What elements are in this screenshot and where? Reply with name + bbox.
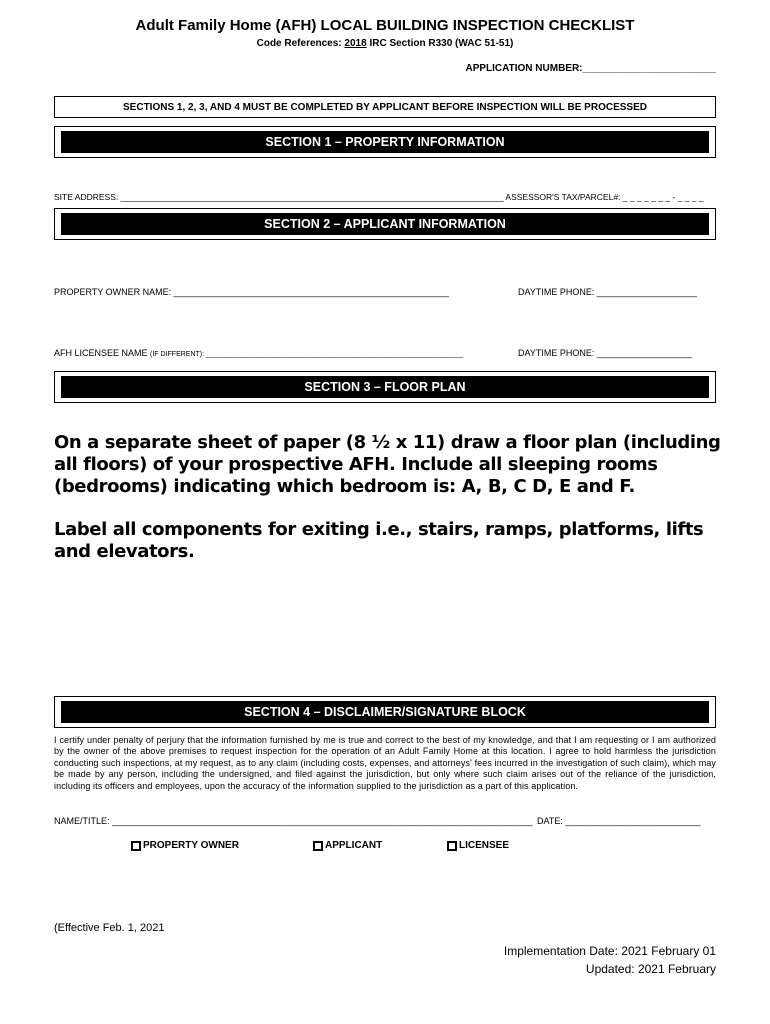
licensee-option-label: LICENSEE	[459, 840, 510, 851]
property-owner-label: PROPERTY OWNER	[143, 840, 239, 851]
floor-plan-instruction: On a separate sheet of paper (8 ½ x 11) draw a floor plan (including all floors) of your prospective AFH. Include all sleeping rooms (bedrooms) indicating which bedroom is: A, B, C D, E and F.	[54, 432, 721, 497]
applicant-option[interactable]	[313, 840, 382, 851]
code-prefix: Code References:	[256, 38, 345, 49]
code-suffix: IRC Section R330 (WAC 51-51)	[366, 38, 514, 49]
section1-title: SECTION 1 – PROPERTY INFORMATION	[61, 131, 709, 153]
licensee-checkbox[interactable]	[447, 841, 457, 851]
implementation-date: Implementation Date: 2021 February 01	[503, 944, 716, 958]
section1-header	[54, 126, 716, 158]
licensee-name-field[interactable]	[54, 348, 463, 358]
owner-name-field[interactable]: PROPERTY OWNER NAME: _______________________________________________________	[54, 287, 449, 297]
certification-text: I certify under penalty of perjury that the information furnished by me is true and correct to the best of my knowledge, and that I am requesting or I am authorized by the owner of the above premises to request inspection for the operation of an Adult Family Home at this location. I agree to hold harmless the jurisdiction conducting such inspections, at my request, as to any claim (including costs, expenses, and attorneys' fees incurred in the investigation of such claim), which may be made by any person, including the undersigned, and filed against the jurisdiction, but only where such claim arises out of the reliance of the jurisdiction, including its officers and employees, upon the accuracy of the information supplied to the jurisdiction as a part of this application.	[54, 735, 716, 791]
effective-date: (Effective Feb. 1, 2021	[54, 922, 165, 934]
section4-title: SECTION 4 – DISCLAIMER/SIGNATURE BLOCK	[61, 701, 709, 723]
licensee-option[interactable]	[447, 840, 509, 851]
code-references	[0, 38, 770, 49]
licensee-phone-field[interactable]: DAYTIME PHONE: ___________________	[518, 348, 692, 358]
owner-phone-field[interactable]: DAYTIME PHONE: ____________________	[518, 287, 697, 297]
licensee-if-different: (IF DIFFERENT):	[150, 351, 205, 358]
applicant-label: APPLICANT	[325, 840, 383, 851]
section3-header	[54, 371, 716, 403]
section3-title: SECTION 3 – FLOOR PLAN	[61, 376, 709, 398]
updated-date: Updated: 2021 February	[585, 962, 716, 976]
licensee-line: __________________________________________________________________	[204, 351, 463, 358]
date-field[interactable]: DATE: ___________________________	[537, 816, 701, 826]
application-number-field[interactable]: APPLICATION NUMBER:________________________	[465, 63, 716, 74]
section4-header	[54, 696, 716, 728]
section2-header	[54, 208, 716, 240]
property-owner-checkbox[interactable]	[131, 841, 141, 851]
applicant-checkbox[interactable]	[313, 841, 323, 851]
code-year: 2018	[344, 38, 367, 49]
property-owner-option[interactable]	[131, 840, 239, 851]
section2-title: SECTION 2 – APPLICANT INFORMATION	[61, 213, 709, 235]
form-title: Adult Family Home (AFH) LOCAL BUILDING INSPECTION CHECKLIST	[135, 17, 635, 34]
exiting-instruction: Label all components for exiting i.e., stairs, ramps, platforms, lifts and elevators.	[54, 519, 704, 562]
site-address-field[interactable]: SITE ADDRESS: _________________________________________________________________________________ ASSESSOR'S TAX/PARCEL#: _ _ _ _ _ _ _ - _ _ _ _	[54, 192, 704, 202]
licensee-label: AFH LICENSEE NAME	[54, 348, 151, 358]
name-title-field[interactable]: NAME/TITLE: ____________________________________________________________________________________	[54, 816, 533, 826]
completion-notice: SECTIONS 1, 2, 3, AND 4 MUST BE COMPLETED BY APPLICANT BEFORE INSPECTION WILL BE PROCESSED	[54, 96, 716, 118]
